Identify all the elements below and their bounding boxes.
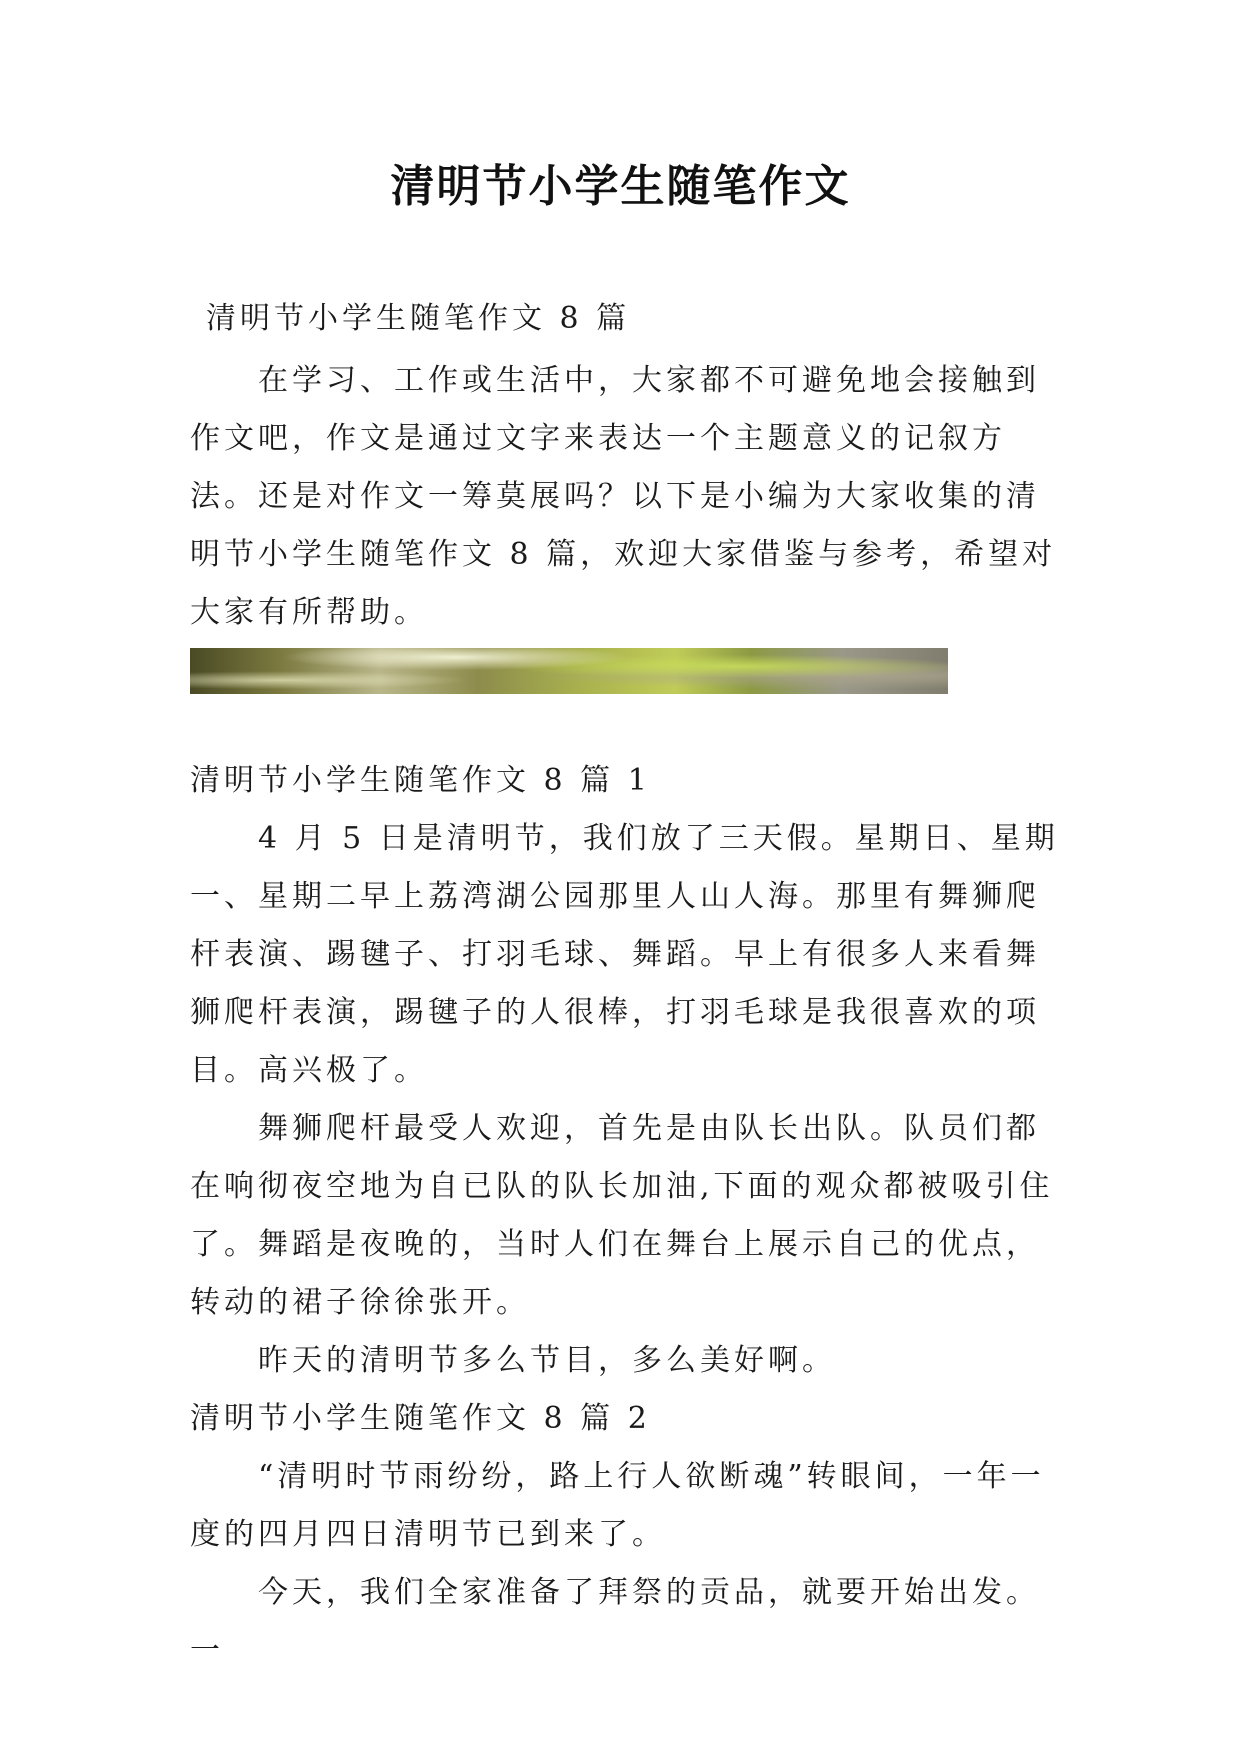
decorative-photo-strip [190, 648, 948, 694]
intro-paragraph: 在学习、工作或生活中，大家都不可避免地会接触到作文吧，作文是通过文字来表达一个主题意义的记叙方法。还是对作文一筹莫展吗？以下是小编为大家收集的清明节小学生随笔作文 8 篇，欢迎大家借鉴与参考，希望对大家有所帮助。 [190, 363, 1057, 630]
section-1-paragraph-1: 4 月 5 日是清明节，我们放了三天假。星期日、星期一、星期二早上荔湾湖公园那里人山人海。那里有舞狮爬杆表演、踢毽子、打羽毛球、舞蹈。早上有很多人来看舞狮爬杆表演，踢毽子的人很棒，打羽毛球是我很喜欢的项目。高兴极了。 [190, 821, 1059, 1088]
section-2-paragraph-1: “清明时节雨纷纷，路上行人欲断魂”转眼间，一年一度的四月四日清明节已到来了。 [190, 1459, 1045, 1552]
section-heading-2: 清明节小学生随笔作文 8 篇 2 [190, 1401, 651, 1436]
document-title: 清明节小学生随笔作文 [390, 161, 851, 212]
document-subtitle: 清明节小学生随笔作文 8 篇 [206, 301, 631, 336]
section-1-paragraph-2: 舞狮爬杆最受人欢迎，首先是由队长出队。队员们都在响彻夜空地为自已队的队长加油,下面的观众都被吸引住了。舞蹈是夜晚的，当时人们在舞台上展示自己的优点，转动的裙子徐徐张开。 [190, 1111, 1054, 1320]
section-1-paragraph-3: 昨天的清明节多么节目，多么美好啊。 [258, 1343, 836, 1378]
section-heading-1: 清明节小学生随笔作文 8 篇 1 [190, 763, 651, 798]
document-body [190, 290, 1070, 1680]
section-2-paragraph-2: 今天，我们全家准备了拜祭的贡品，就要开始出发。一 [190, 1575, 1040, 1668]
